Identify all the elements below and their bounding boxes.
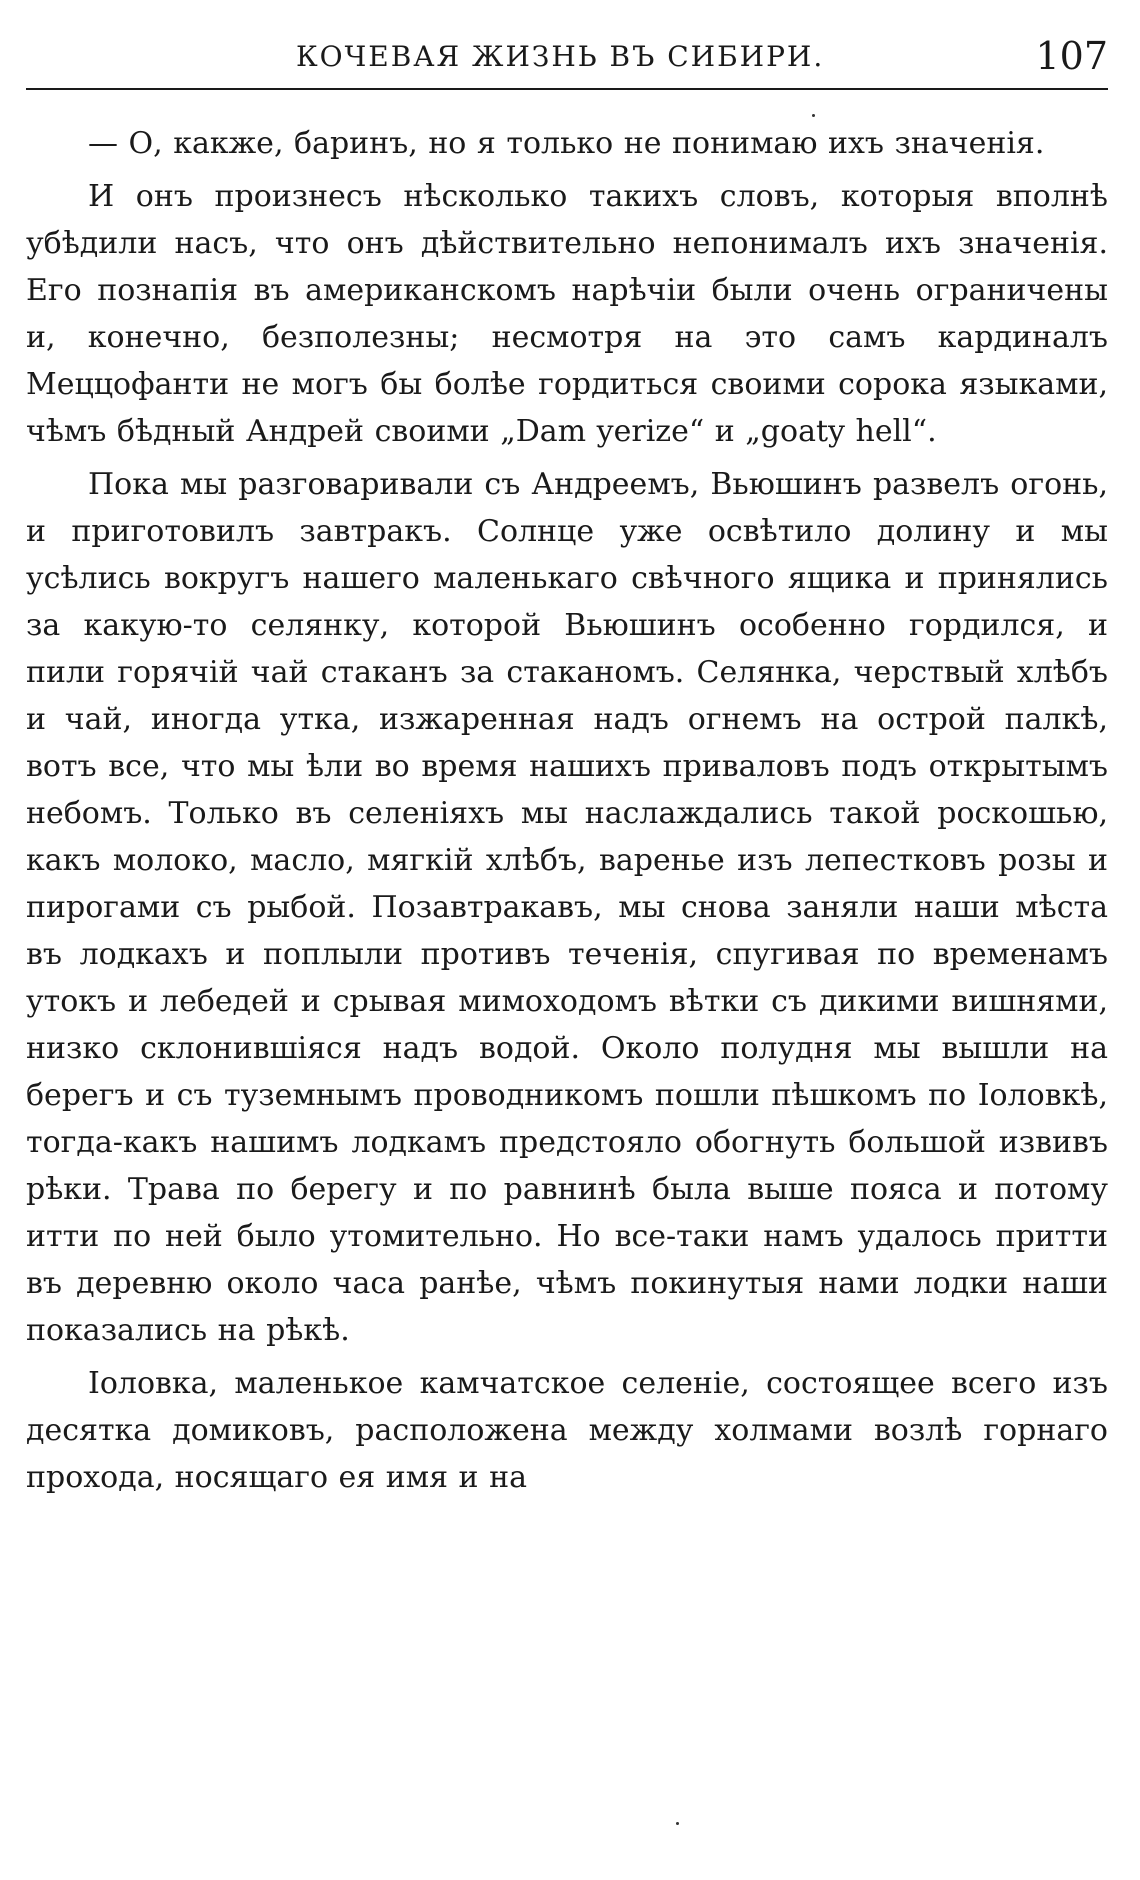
paragraph: — О, какже, баринъ, но я только не понимаю ихъ значенія. xyxy=(88,126,1045,161)
paragraph: Іоловка, маленькое камчатское селеніе, состоящее всего изъ десятка домиковъ, расположена между холмами возлѣ горнаго прохода, носящаго ея имя и на xyxy=(26,1366,1108,1495)
book-page xyxy=(26,30,1108,1850)
running-header xyxy=(26,30,1108,90)
page-number: 107 xyxy=(1035,34,1108,78)
paragraph: Пока мы разговаривали съ Андреемъ, Вьюшинъ развелъ огонь, и приготовилъ завтракъ. Солнце уже освѣтило долину и мы усѣлись вокругъ нашего маленькаго свѣчного ящика и принялись за какую-то селянку, которой Вьюшинъ особенно гордился, и пили горячій чай стаканъ за стаканомъ. Селянка, черствый хлѣбъ и чай, иногда утка, изжаренная надъ огнемъ на острой палкѣ, вотъ все, что мы ѣли во время нашихъ приваловъ подъ открытымъ небомъ. Только въ селеніяхъ мы наслаждались такой роскошью, какъ молоко, масло, мягкій хлѣбъ, варенье изъ лепестковъ розы и пирогами съ рыбой. Позавтракавъ, мы снова заняли наши мѣста въ лодкахъ и поплыли противъ теченія, спугивая по временамъ утокъ и лебедей и срывая мимоходомъ вѣтки съ дикими вишнями, низко склонившіяся надъ водой. Около полудня мы вышли на берегъ и съ туземнымъ проводникомъ пошли пѣшкомъ по Іоловкѣ, тогда-какъ нашимъ лодкамъ предстояло обогнуть большой извивъ рѣки. Трава по берегу и по равнинѣ была выше пояса и потому итти по ней было утомительно. Но все-таки намъ удалось притти въ деревню около часа ранѣе, чѣмъ покинутыя нами лодки наши показались на рѣкѣ. xyxy=(26,467,1108,1348)
paragraph: И онъ произнесъ нѣсколько такихъ словъ, которыя вполнѣ убѣдили насъ, что онъ дѣйствительно непонималъ ихъ значенія. Его познапія въ американскомъ нарѣчіи были очень ограничены и, конечно, безполезны; несмотря на это самъ кардиналъ Меццофанти не могъ бы болѣе гордиться своими сорока языками, чѣмъ бѣдный Андрей своими „Dam yerize“ и „goaty hell“. xyxy=(26,179,1108,449)
body-text xyxy=(26,120,1108,1501)
running-title: КОЧЕВАЯ ЖИЗНЬ ВЪ СИБИРИ. xyxy=(296,40,825,73)
print-speck xyxy=(812,114,815,117)
print-speck xyxy=(676,1822,679,1825)
